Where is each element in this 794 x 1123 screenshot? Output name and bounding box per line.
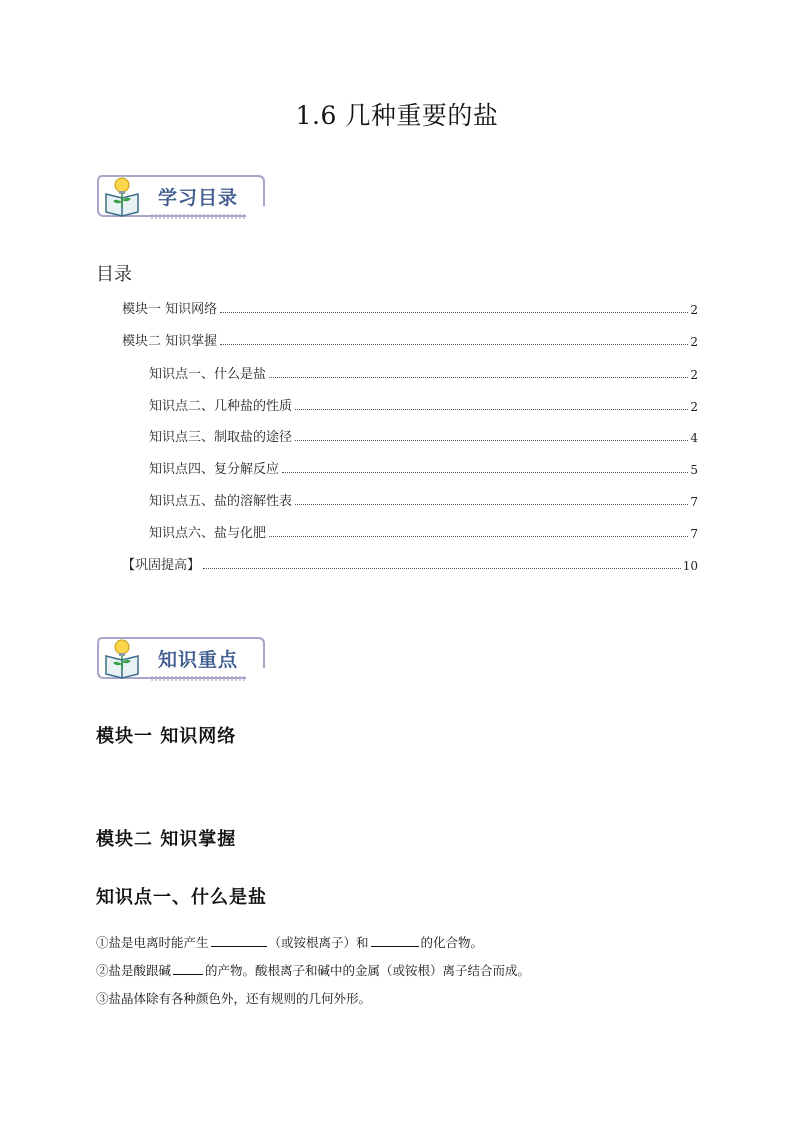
dot-leader	[282, 471, 688, 473]
paragraph-3: ③盐晶体除有各种颜色外，还有规则的几何外形。	[96, 991, 372, 1006]
toc-page-number: 5	[690, 463, 698, 477]
dot-leader	[269, 376, 688, 378]
toc-entry-label: 知识点六、盐与化肥	[149, 526, 267, 541]
toc-entry[interactable]	[122, 555, 698, 573]
dot-leader	[295, 439, 688, 441]
toc-page-number: 2	[690, 368, 698, 382]
toc-entry[interactable]	[149, 523, 698, 541]
toc-entry[interactable]	[122, 331, 698, 349]
toc-entry[interactable]	[149, 459, 698, 477]
toc-page-number: 7	[690, 495, 698, 509]
toc-entry-label: 知识点三、制取盐的途径	[149, 430, 293, 445]
blank-field[interactable]	[211, 946, 267, 947]
dot-leader	[295, 408, 688, 410]
section-banner-study-catalog	[96, 172, 266, 222]
page-title: 1.6 几种重要的盐	[295, 101, 499, 130]
text: （或铵根离子）和	[268, 935, 369, 950]
toc-page-number: 2	[690, 303, 698, 317]
dot-leader	[203, 567, 681, 569]
dot-leader	[295, 503, 688, 505]
dot-leader	[269, 535, 688, 537]
toc-page-number: 2	[690, 335, 698, 349]
text: 的产物。酸根离子和碱中的金属（或铵根）离子结合而成。	[205, 963, 531, 978]
toc-entry-label: 【巩固提高】	[122, 558, 201, 573]
book-lightbulb-icon	[106, 178, 138, 216]
toc-entry-label: 知识点四、复分解反应	[149, 462, 280, 477]
book-lightbulb-icon	[106, 640, 138, 678]
toc-entry[interactable]	[149, 491, 698, 509]
toc-entry-label: 知识点五、盐的溶解性表	[149, 494, 293, 509]
text: ①盐是电离时能产生	[96, 935, 209, 950]
dot-leader	[220, 343, 688, 345]
banner-label: 知识重点	[158, 649, 239, 671]
blank-field[interactable]	[371, 946, 419, 947]
toc-page-number: 10	[682, 559, 698, 573]
heading-module-1: 模块一 知识网络	[96, 726, 237, 747]
toc-page-number: 7	[690, 527, 698, 541]
toc-page-number: 4	[690, 431, 698, 445]
toc-entry-label: 知识点一、什么是盐	[149, 367, 267, 382]
text: ②盐是酸跟碱	[96, 963, 172, 978]
toc-entry[interactable]	[149, 396, 698, 414]
heading-module-2: 模块二 知识掌握	[96, 829, 237, 850]
paragraph-2	[96, 961, 530, 979]
toc-entry[interactable]	[149, 364, 698, 382]
section-banner-key-knowledge	[96, 634, 266, 684]
toc-entry[interactable]	[122, 299, 698, 317]
toc-heading: 目录	[96, 264, 132, 285]
blank-field[interactable]	[173, 974, 203, 975]
toc-entry-label: 模块二 知识掌握	[122, 334, 218, 349]
toc-entry-label: 模块一 知识网络	[122, 302, 218, 317]
text: 的化合物。	[420, 935, 484, 950]
dot-leader	[220, 311, 688, 313]
heading-point-1: 知识点一、什么是盐	[96, 887, 267, 908]
toc-page-number: 2	[690, 400, 698, 414]
toc-entry-label: 知识点二、几种盐的性质	[149, 399, 293, 414]
banner-label: 学习目录	[158, 187, 239, 209]
paragraph-1	[96, 933, 483, 951]
toc-entry[interactable]	[149, 427, 698, 445]
